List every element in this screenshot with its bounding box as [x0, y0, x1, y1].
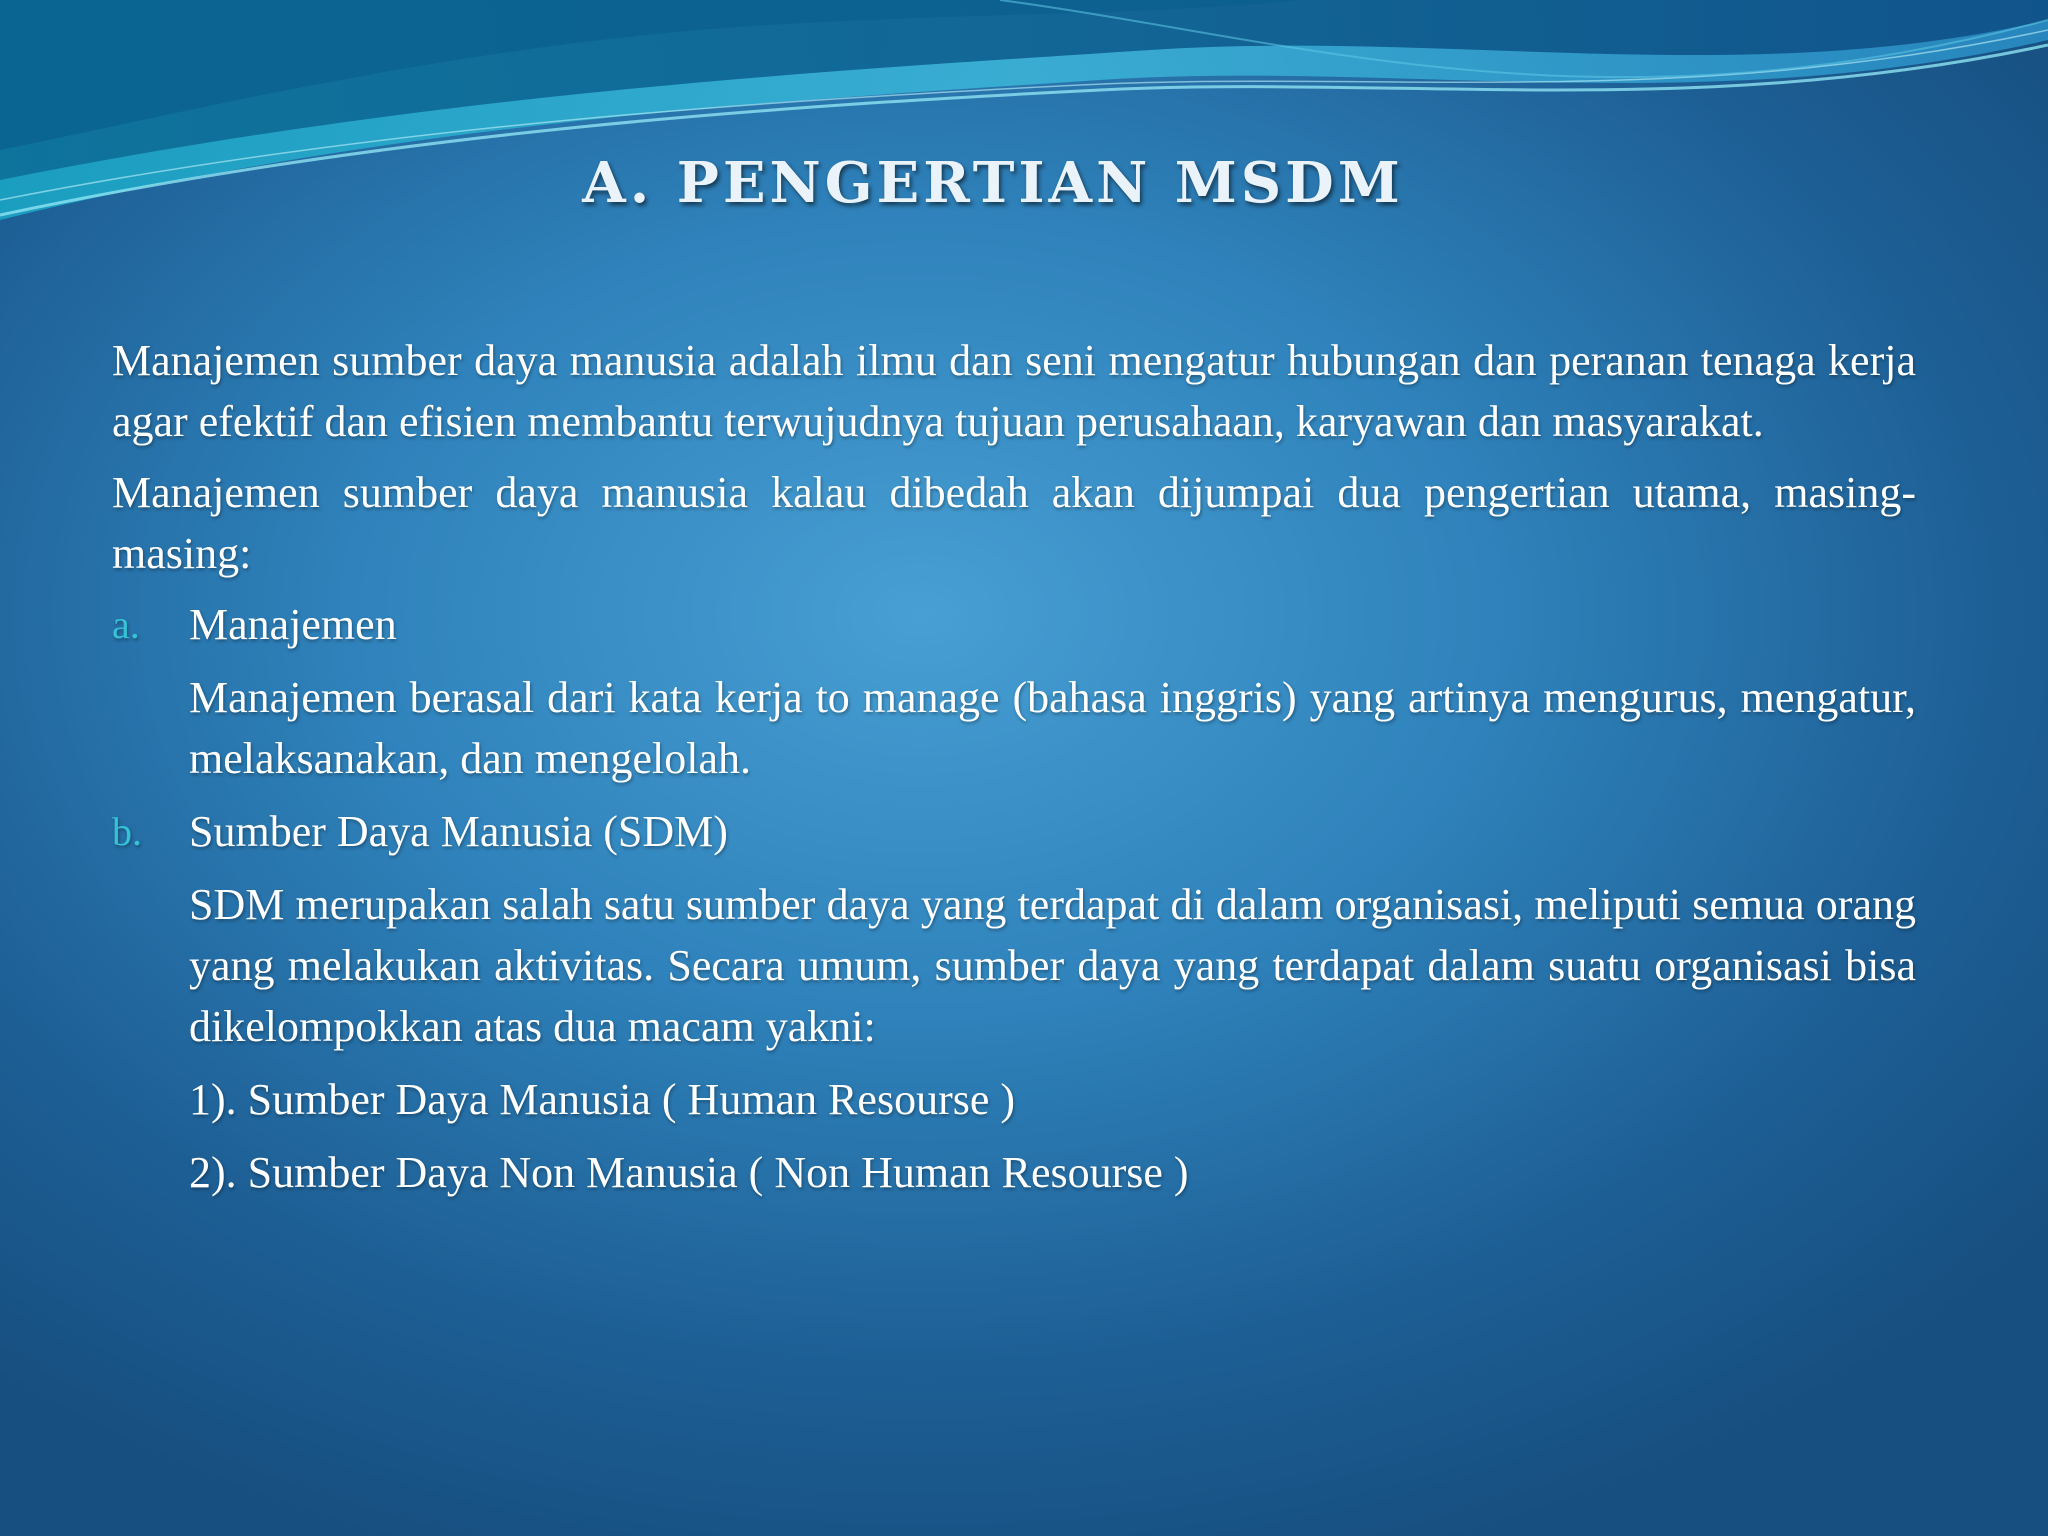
slide-title: A. PENGERTIAN MSDM	[582, 150, 1404, 216]
list-marker: b.	[112, 809, 142, 854]
list-marker: a.	[112, 602, 140, 647]
intro-paragraph-2: Manajemen sumber daya manusia kalau dibedah akan dijumpai dua pengertian utama, masing-masing:	[112, 468, 1916, 578]
list-item-sdm	[112, 801, 1916, 862]
list-item-description: Manajemen berasal dari kata kerja to manage (bahasa inggris) yang artinya mengurus, mengatur, melaksanakan, dan mengelolah.	[189, 673, 1916, 783]
intro-paragraph-1: Manajemen sumber daya manusia adalah ilmu dan seni mengatur hubungan dan peranan tenaga kerja agar efektif dan efisien membantu terwujudnya tujuan perusahaan, karyawan dan masyarakat.	[112, 336, 1916, 446]
list-item-label: Sumber Daya Manusia (SDM)	[189, 807, 728, 856]
header-wave-decoration	[0, 0, 2048, 260]
list-item-description: SDM merupakan salah satu sumber daya yang terdapat di dalam organisasi, meliputi semua orang yang melakukan aktivitas. Secara umum, sumber daya yang terdapat dalam suatu organisasi bisa dikelompokkan atas dua macam yakni:	[189, 880, 1916, 1051]
sub-item-non-human-resource: 2). Sumber Daya Non Manusia ( Non Human Resourse )	[189, 1148, 1189, 1197]
list-item-label: Manajemen	[189, 600, 397, 649]
list-item-manajemen	[112, 594, 1916, 655]
slide-body	[112, 330, 1916, 1215]
sub-item-human-resource: 1). Sumber Daya Manusia ( Human Resourse )	[189, 1075, 1016, 1124]
